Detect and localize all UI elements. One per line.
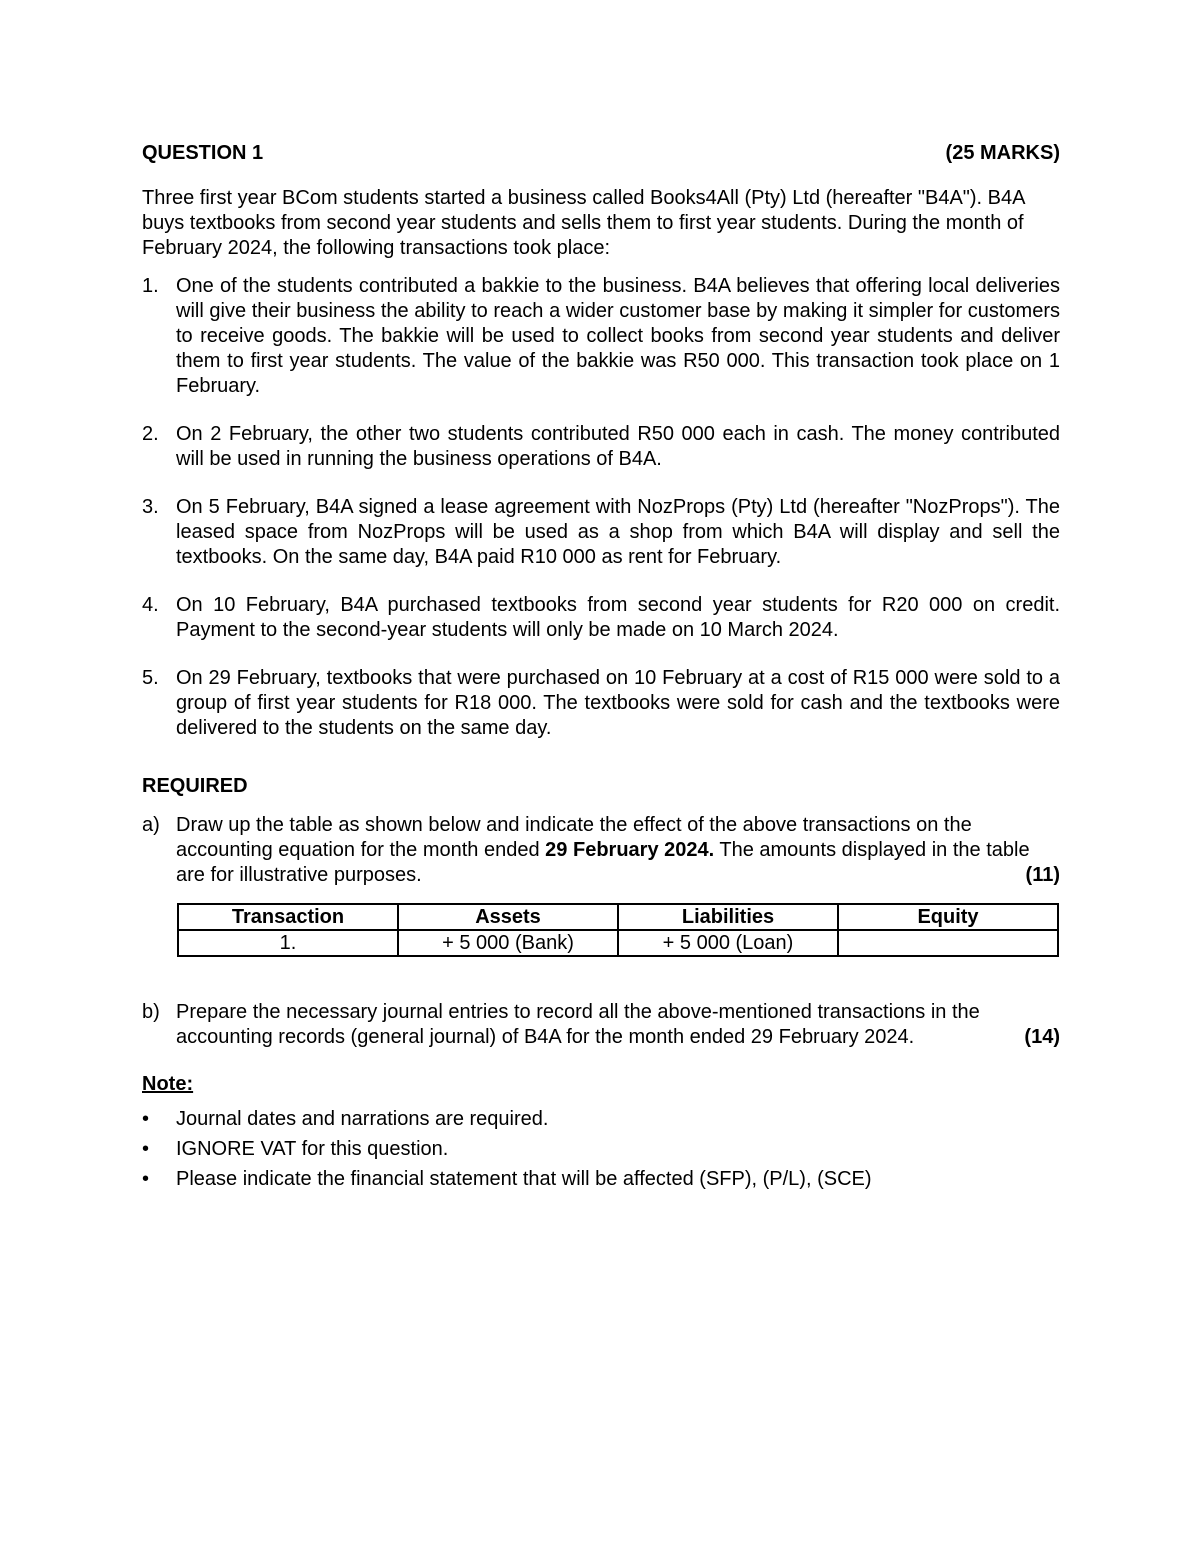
transaction-text: On 10 February, B4A purchased textbooks from second year students for R20 000 on credit. Payment to the second-year students will only be made on 10 March 2024. [176,594,1060,641]
transaction-list [142,274,1060,741]
question-marks: (25 MARKS) [945,142,1060,164]
transaction-number: 4. [142,594,159,616]
transaction-item [142,274,1060,399]
transaction-text: On 5 February, B4A signed a lease agreement with NozProps (Pty) Ltd (hereafter "NozProps"). The leased space from NozProps will be used as a shop from which B4A will display and sell the textbooks. On the same day, B4A paid R10 000 as rent for February. [176,496,1060,568]
header-transaction: Transaction [178,904,398,930]
transaction-item [142,422,1060,472]
cell-liabilities: + 5 000 (Loan) [618,930,838,956]
note-text: Journal dates and narrations are required. [176,1108,549,1130]
intro-paragraph: Three first year BCom students started a business called Books4All (Pty) Ltd (hereafter "B4A"). B4A buys textbooks from second year students and sells them to first year students. During the month of February 2024, the following transactions took place: [142,187,1025,259]
transaction-number: 2. [142,423,159,445]
accounting-equation-table [177,903,1059,957]
question-header [142,141,1060,166]
question-b-label: b) [142,1001,160,1023]
required-heading: REQUIRED [142,775,248,797]
table-row [178,930,1058,956]
question-a-text-after: The amounts displayed in the table are for illustrative purposes. [176,839,1030,886]
note-text: Please indicate the financial statement that will be affected (SFP), (P/L), (SCE) [176,1168,872,1190]
transaction-item [142,666,1060,741]
transaction-text: One of the students contributed a bakkie to the business. B4A believes that offering local deliveries will give their business the ability to reach a wider customer base by making it simpler for customers to receive goods. The bakkie will be used to collect books from second year students and deliver them to first year students. The value of the bakkie was R50 000. This transaction took place on 1 February. [176,275,1060,397]
transaction-item [142,593,1060,643]
bullet-icon: • [142,1138,150,1160]
question-b [142,1000,1060,1050]
list-item [142,1167,1060,1192]
note-list [142,1107,1060,1192]
transaction-item [142,495,1060,570]
document-content [142,141,1060,1197]
cell-equity [838,930,1058,956]
bullet-icon: • [142,1108,150,1130]
question-a-date: 29 February 2024. [545,839,715,861]
header-assets: Assets [398,904,618,930]
question-b-text: Prepare the necessary journal entries to record all the above-mentioned transactions in the accounting records (general journal) of B4A for the month ended 29 February 2024. [176,1001,980,1048]
transaction-number: 1. [142,275,159,297]
header-liabilities: Liabilities [618,904,838,930]
transaction-number: 3. [142,496,159,518]
question-a-label: a) [142,814,160,836]
transaction-text: On 29 February, textbooks that were purchased on 10 February at a cost of R15 000 were sold to a group of first year students for R18 000. The textbooks were sold for cash and the textbooks were delivered to the students on the same day. [176,667,1060,739]
note-text: IGNORE VAT for this question. [176,1138,449,1160]
list-item [142,1137,1060,1162]
question-b-marks: (14) [1024,1026,1060,1048]
cell-transaction: 1. [178,930,398,956]
question-a-marks: (11) [1025,864,1060,886]
transaction-number: 5. [142,667,159,689]
bullet-icon: • [142,1168,150,1190]
table-header-row [178,904,1058,930]
transaction-text: On 2 February, the other two students contributed R50 000 each in cash. The money contributed will be used in running the business operations of B4A. [176,423,1060,470]
question-a-text-before: Draw up the table as shown below and indicate the effect of the above transactions on the accounting equation for the month ended [176,814,972,861]
note-heading: Note: [142,1073,194,1095]
cell-assets: + 5 000 (Bank) [398,930,618,956]
question-a [142,813,1060,888]
list-item [142,1107,1060,1132]
question-title: QUESTION 1 [142,142,264,164]
header-equity: Equity [838,904,1058,930]
